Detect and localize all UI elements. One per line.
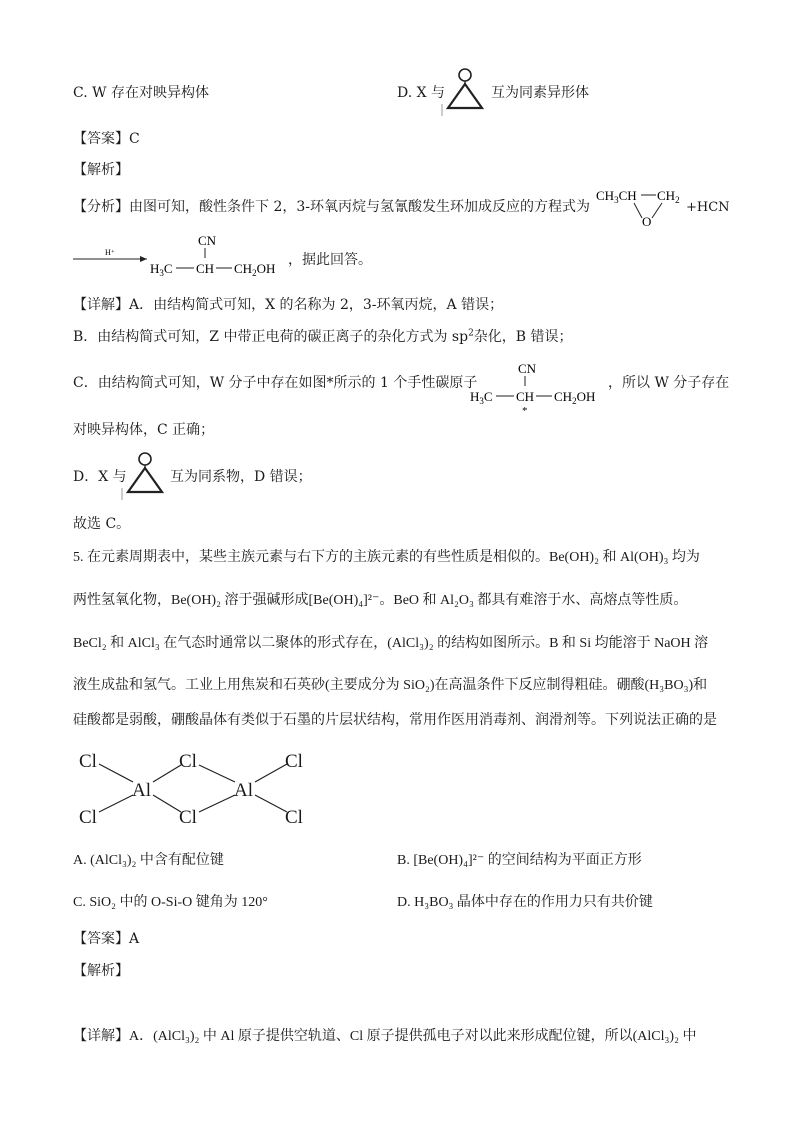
svg-text:H3C: $H_3C$ xyxy=(150,261,173,278)
oh-circle xyxy=(459,69,471,81)
q4-fenxi-text: 【分析】由图可知，酸性条件下 2，3-环氧丙烷与氢氰酸发生环加成反应的方程式为 xyxy=(73,199,590,215)
cl-bottom-bridge: Cl xyxy=(179,807,197,828)
q4-fenxi-end: ，据此回答。 xyxy=(288,252,372,268)
q4-detail-d-end: 互为同系物，D 错误； xyxy=(170,469,312,485)
q4-detail-a: 【详解】A．由结构简式可知，X 的名称为 2，3-环氧丙烷，A 错误； xyxy=(73,297,504,313)
q4-detail-c-end: ，所以 W 分子存在 xyxy=(608,375,730,391)
plus-hcn: +HCN xyxy=(686,200,730,215)
product-structure xyxy=(150,230,290,278)
q5-option-b[interactable]: B. [Be(OH)₄]²⁻ 的空间结构为平面正方形 xyxy=(397,853,642,868)
epoxide-ch3ch: $CH_3CH$ xyxy=(596,188,637,205)
q4-detail-d: D．X 与 xyxy=(73,469,127,485)
option-c-prev: C. W 存在对映异构体 xyxy=(73,85,209,101)
alcl3-dimer-diagram xyxy=(75,748,315,834)
q5-line5: 硅酸都是弱酸，硼酸晶体有类似于石墨的片层状结构，常用作医用消毒剂、润滑剂等。下列说法正确的是 xyxy=(73,713,717,728)
q4-answer: 【答案】C xyxy=(73,131,140,147)
q4-analysis-label: 【解析】 xyxy=(73,162,129,178)
ch-chiral: CH xyxy=(516,389,535,404)
q5-answer: 【答案】A xyxy=(73,931,140,947)
q4-conclusion: 故选 C。 xyxy=(73,516,131,532)
svg-text:CH2OH: $CH_2OH$ xyxy=(234,261,276,278)
ch-center: CH xyxy=(196,261,215,276)
al-left: Al xyxy=(132,780,151,801)
q5-line4: 液生成盐和氢气。工业上用焦炭和石英砂(主要成分为 SiO₂)在高温条件下反应制得粗硅。硼酸(H₃BO₃)和 xyxy=(73,678,708,693)
option-d-prev-prefix: D. X 与 xyxy=(397,85,446,101)
q5-line1: 5. 在元素周期表中，某些主族元素与右下方的主族元素的有些性质是相似的。Be(OH)₂ 和 Al(OH)₃ 均为 xyxy=(73,550,700,565)
chiral-structure xyxy=(470,358,610,416)
q5-line3: BeCl₂ 和 AlCl₃ 在气态时通常以二聚体的形式存在，(AlCl₃)₂ 的结构如图所示。B 和 Si 均能溶于 NaOH 溶 xyxy=(73,636,709,651)
epoxide-oxygen: O xyxy=(642,214,652,229)
cyclopropanol-structure-2 xyxy=(120,448,170,500)
cn-group-2: CN xyxy=(518,361,537,376)
q5-line2: 两性氢氧化物，Be(OH)₂ 溶于强碱形成[Be(OH)₄]²⁻。BeO 和 Al₂O₃ 都具有难溶于水、高熔点等性质。 xyxy=(73,593,688,608)
al-right: Al xyxy=(234,780,253,801)
q5-option-c[interactable]: C. SiO₂ 中的 O-Si-O 键角为 120° xyxy=(73,895,268,910)
q4-detail-c: C．由结构简式可知，W 分子中存在如图*所示的 1 个手性碳原子 xyxy=(73,375,478,391)
cl-top-left: Cl xyxy=(79,751,97,772)
svg-text:CH2OH: $CH_2OH$ xyxy=(554,389,596,406)
cl-top-bridge: Cl xyxy=(179,751,197,772)
q5-option-a[interactable]: A. (AlCl₃)₂ 中含有配位键 xyxy=(73,853,224,868)
cyclopropanol-structure xyxy=(440,64,490,116)
h-plus-label: H⁺ xyxy=(105,248,115,257)
epoxide-structure xyxy=(596,186,688,230)
q4-detail-c2: 对映异构体，C 正确； xyxy=(73,422,215,438)
epoxide-ch2: $CH_2$ xyxy=(657,188,680,205)
chiral-star: * xyxy=(522,405,528,416)
cn-group: CN xyxy=(198,233,217,248)
q5-option-d[interactable]: D. H₃BO₃ 晶体中存在的作用力只有共价键 xyxy=(397,895,653,910)
q5-analysis-label: 【解析】 xyxy=(73,963,129,979)
q5-detail-a: 【详解】A．(AlCl₃)₂ 中 Al 原子提供空轨道、Cl 原子提供孤电子对以此来形成配位键，所以(AlCl₃)₂ 中 xyxy=(73,1029,697,1044)
cl-bottom-right: Cl xyxy=(285,807,303,828)
cl-bottom-left: Cl xyxy=(79,807,97,828)
q4-detail-b: B．由结构简式可知，Z 中带正电荷的碳正离子的杂化方式为 $sp^2$杂化，B 错误； xyxy=(73,328,573,345)
option-d-prev-suffix: 互为同素异形体 xyxy=(491,85,589,101)
svg-text:H3C: $H_3C$ xyxy=(470,389,493,406)
reaction-arrow xyxy=(73,246,151,266)
cl-top-right: Cl xyxy=(285,751,303,772)
